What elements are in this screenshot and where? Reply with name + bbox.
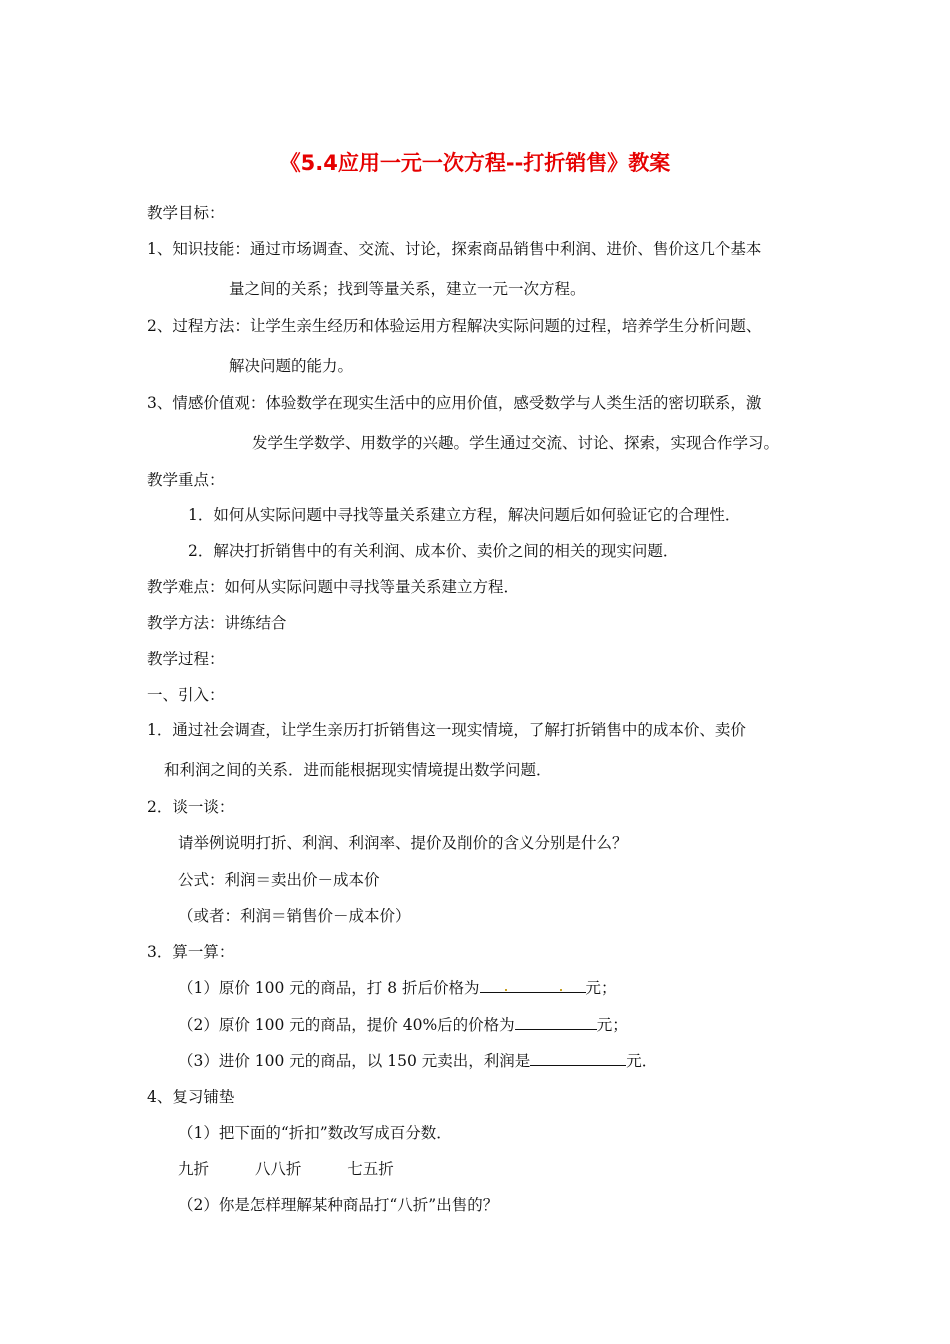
calc-item-2-text: （2）原价 100 元的商品，提价 40%后的价格为: [178, 1016, 515, 1034]
objective-3-line-1: 3、情感价值观：体验数学在现实生活中的应用价值，感受数学与人类生活的密切联系，激: [147, 394, 762, 412]
key-point-2: 2．解决打折销售中的有关利润、成本价、卖价之间的相关的现实问题．: [188, 542, 679, 560]
answer-blank-2[interactable]: [515, 1015, 597, 1030]
calc-item-3-unit: 元．: [626, 1052, 658, 1070]
answer-blank-3[interactable]: [530, 1051, 626, 1066]
intro-1-line-1: 1．通过社会调查，让学生亲历打折销售这一现实情境，了解打折销售中的成本价、卖价: [147, 721, 746, 739]
calc-item-1: [178, 978, 617, 998]
blank-dot: [560, 989, 562, 991]
objective-2-line-2: 解决问题的能力。: [229, 357, 354, 375]
review-heading: 4、复习铺垫: [147, 1088, 235, 1106]
key-points-heading: 教学重点：: [147, 471, 225, 489]
calc-item-3-text: （3）进价 100 元的商品，以 150 元卖出，利润是: [178, 1052, 531, 1070]
discount-eighty-eight: 八八折: [254, 1160, 302, 1178]
calc-item-1-text: （1）原价 100 元的商品，打 8 折后价格为: [178, 979, 480, 997]
objectives-heading: 教学目标：: [147, 204, 225, 222]
talk-question: 请举例说明打折、利润、利润率、提价及削价的含义分别是什么？: [178, 834, 628, 852]
answer-blank-1[interactable]: [480, 978, 586, 993]
intro-1-line-2: 和利润之间的关系．进而能根据现实情境提出数学问题．: [164, 761, 552, 779]
calc-item-2-unit: 元；: [596, 1016, 628, 1034]
review-item-2: （2）你是怎样理解某种商品打“八折”出售的？: [178, 1196, 499, 1214]
objective-3-line-2: 发学生学数学、用数学的兴趣。学生通过交流、讨论、探索，实现合作学习。: [252, 434, 780, 452]
formula-1: 公式：利润＝卖出价－成本价: [178, 871, 380, 889]
discount-nine: 九折: [178, 1160, 210, 1178]
method-line: 教学方法：讲练结合: [147, 614, 287, 632]
difficulty-line: 教学难点：如何从实际问题中寻找等量关系建立方程．: [147, 578, 520, 596]
calc-item-3: [178, 1051, 657, 1071]
objective-1-line-1: 1、知识技能：通过市场调查、交流、讨论，探索商品销售中利润、进价、售价这几个基本: [147, 240, 762, 258]
objective-1-line-2: 量之间的关系；找到等量关系，建立一元一次方程。: [229, 280, 586, 298]
calc-heading: 3．算一算：: [147, 943, 235, 961]
intro-heading: 一、引入：: [147, 686, 225, 704]
talk-heading: 2．谈一谈：: [147, 798, 235, 816]
key-point-1: 1．如何从实际问题中寻找等量关系建立方程，解决问题后如何验证它的合理性．: [188, 506, 741, 524]
process-heading: 教学过程：: [147, 650, 225, 668]
document-title: 《5.4应用一元一次方程--打折销售》教案: [279, 151, 671, 175]
objective-2-line-1: 2、过程方法：让学生亲生经历和体验运用方程解决实际问题的过程，培养学生分析问题、: [147, 317, 762, 335]
blank-dot: [505, 989, 507, 991]
discount-seventy-five: 七五折: [347, 1160, 394, 1178]
calc-item-1-unit: 元；: [585, 979, 617, 997]
formula-2: （或者：利润＝销售价－成本价）: [178, 907, 411, 925]
review-item-1: （1）把下面的“折扣”数改写成百分数．: [178, 1124, 452, 1142]
calc-item-2: [178, 1015, 628, 1035]
discount-list: [178, 1159, 394, 1179]
